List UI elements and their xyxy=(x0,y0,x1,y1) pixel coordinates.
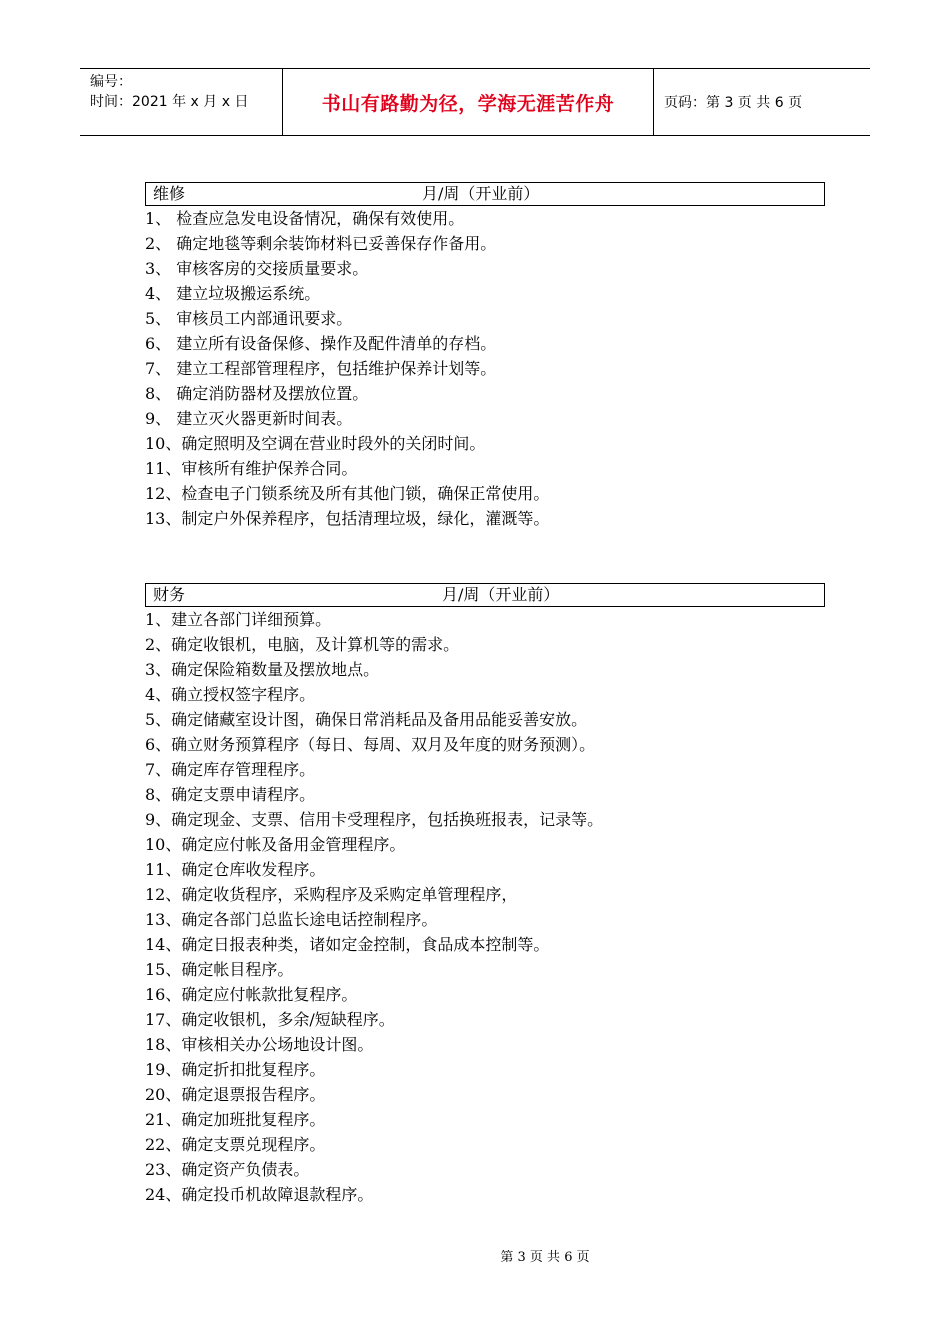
page-header xyxy=(80,68,870,136)
finance-items xyxy=(145,607,825,1207)
list-item: 5、确定储藏室设计图，确保日常消耗品及备用品能妥善安放。 xyxy=(145,710,588,729)
list-item: 21、确定加班批复程序。 xyxy=(145,1110,326,1129)
list-item: 18、审核相关办公场地设计图。 xyxy=(145,1035,374,1054)
finance-header xyxy=(145,583,825,607)
section-period: 月/周（开业前） xyxy=(442,585,560,604)
list-item: 19、确定折扣批复程序。 xyxy=(145,1060,326,1079)
section-name: 维修 xyxy=(153,184,186,203)
list-item: 9、确定现金、支票、信用卡受理程序，包括换班报表，记录等。 xyxy=(145,810,604,829)
list-item: 11、审核所有维护保养合同。 xyxy=(145,459,358,478)
list-item: 10、确定照明及空调在营业时段外的关闭时间。 xyxy=(145,434,486,453)
list-item: 22、确定支票兑现程序。 xyxy=(145,1135,326,1154)
finance-section xyxy=(145,583,825,1207)
list-item: 3、确定保险箱数量及摆放地点。 xyxy=(145,660,380,679)
list-item: 17、确定收银机，多余/短缺程序。 xyxy=(145,1010,395,1029)
list-item: 4、确立授权签字程序。 xyxy=(145,685,316,704)
page-footer xyxy=(0,1246,950,1265)
list-item: 23、确定资产负债表。 xyxy=(145,1160,310,1179)
list-item: 7、确定库存管理程序。 xyxy=(145,760,316,779)
list-item: 5、 审核员工内部通讯要求。 xyxy=(145,309,353,328)
document-date: 时间：2021 年 x 月 x 日 xyxy=(90,94,249,110)
maintenance-section xyxy=(145,182,825,531)
document-number-label: 编号： xyxy=(90,74,132,90)
maintenance-header xyxy=(145,182,825,206)
list-item: 24、确定投币机故障退款程序。 xyxy=(145,1185,374,1204)
maintenance-items xyxy=(145,206,825,531)
list-item: 10、确定应付帐及备用金管理程序。 xyxy=(145,835,406,854)
list-item: 20、确定退票报告程序。 xyxy=(145,1085,326,1104)
list-item: 7、 建立工程部管理程序，包括维护保养计划等。 xyxy=(145,359,497,378)
list-item: 2、确定收银机，电脑，及计算机等的需求。 xyxy=(145,635,460,654)
header-page-code: 页码：第 3 页 共 6 页 xyxy=(664,95,803,111)
list-item: 13、确定各部门总监长途电话控制程序。 xyxy=(145,910,438,929)
section-name: 财务 xyxy=(153,585,186,604)
list-item: 1、 检查应急发电设备情况，确保有效使用。 xyxy=(145,209,465,228)
list-item: 16、确定应付帐款批复程序。 xyxy=(145,985,358,1004)
list-item: 6、 建立所有设备保修、操作及配件清单的存档。 xyxy=(145,334,497,353)
list-item: 9、 建立灭火器更新时间表。 xyxy=(145,409,353,428)
header-motto: 书山有路勤为径，学海无涯苦作舟 xyxy=(283,69,654,135)
list-item: 14、确定日报表种类，诸如定金控制，食品成本控制等。 xyxy=(145,935,550,954)
list-item: 12、确定收货程序，采购程序及采购定单管理程序， xyxy=(145,885,518,904)
list-item: 15、确定帐目程序。 xyxy=(145,960,294,979)
list-item: 8、确定支票申请程序。 xyxy=(145,785,316,804)
list-item: 13、制定户外保养程序，包括清理垃圾，绿化，灌溉等。 xyxy=(145,509,550,528)
list-item: 3、 审核客房的交接质量要求。 xyxy=(145,259,369,278)
list-item: 2、 确定地毯等剩余装饰材料已妥善保存作备用。 xyxy=(145,234,497,253)
list-item: 8、 确定消防器材及摆放位置。 xyxy=(145,384,369,403)
list-item: 11、确定仓库收发程序。 xyxy=(145,860,326,879)
header-meta xyxy=(80,69,283,135)
list-item: 1、建立各部门详细预算。 xyxy=(145,610,332,629)
list-item: 12、检查电子门锁系统及所有其他门锁，确保正常使用。 xyxy=(145,484,550,503)
section-period: 月/周（开业前） xyxy=(422,184,540,203)
list-item: 4、 建立垃圾搬运系统。 xyxy=(145,284,321,303)
footer-page-number: 第 3 页 共 6 页 xyxy=(500,1250,590,1265)
list-item: 6、确立财务预算程序（每日、每周、双月及年度的财务预测）。 xyxy=(145,735,596,754)
